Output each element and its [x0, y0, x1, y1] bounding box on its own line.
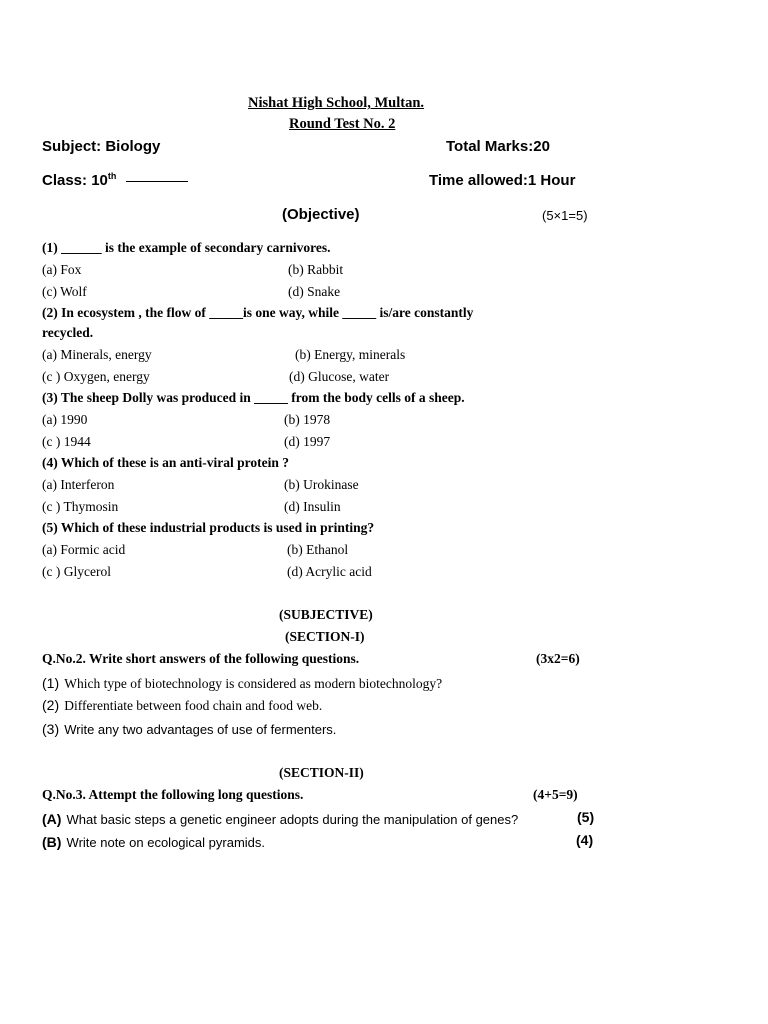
- question-2-continued: recycled.: [42, 325, 94, 340]
- section-2-marks: (4+5=9): [533, 787, 578, 802]
- short-question-3-text: Write any two advantages of use of fermenters.: [64, 722, 337, 737]
- q2-option-d: (d) Glucose, water: [289, 369, 390, 384]
- short-question-1: [42, 673, 442, 692]
- long-question-a: [42, 809, 518, 828]
- question-2: (2) In ecosystem , the flow of _____is one way, while _____ is/are constantly: [42, 305, 474, 320]
- short-question-2: [42, 695, 322, 714]
- question-3-long: Q.No.3. Attempt the following long questions.: [42, 787, 304, 802]
- class-superscript: th: [107, 171, 117, 181]
- class-prefix: Class: 10: [42, 172, 108, 189]
- question-1: (1) ______ is the example of secondary carnivores.: [42, 240, 331, 255]
- school-name: Nishat High School, Multan.: [248, 95, 425, 111]
- time-allowed: Time allowed:1 Hour: [429, 172, 576, 189]
- q3-option-b: (b) 1978: [284, 412, 331, 427]
- question-4: (4) Which of these is an anti-viral protein ?: [42, 455, 290, 470]
- q4-option-d: (d) Insulin: [284, 499, 341, 514]
- short-question-1-text: Which type of biotechnology is considered as modern biotechnology?: [64, 676, 443, 691]
- q1-option-a: (a) Fox: [42, 262, 82, 277]
- q4-option-c: (c ) Thymosin: [42, 499, 119, 514]
- short-question-3-number: (3): [42, 721, 60, 737]
- q1-option-d: (d) Snake: [288, 284, 341, 299]
- long-question-b-marks: (4): [576, 832, 594, 848]
- short-question-1-number: (1): [42, 675, 60, 691]
- q1-option-c: (c) Wolf: [42, 284, 87, 299]
- class-label: [42, 172, 188, 189]
- total-marks: Total Marks:20: [446, 138, 550, 155]
- short-question-2-number: (2): [42, 697, 60, 713]
- section-1-marks: (3x2=6): [536, 651, 580, 666]
- subjective-heading: (SUBJECTIVE): [279, 607, 373, 622]
- q4-option-b: (b) Urokinase: [284, 477, 359, 492]
- q5-option-b: (b) Ethanol: [287, 542, 349, 557]
- long-question-a-marks: (5): [577, 809, 595, 825]
- question-3: (3) The sheep Dolly was produced in _____ from the body cells of a sheep.: [42, 390, 465, 405]
- question-5: (5) Which of these industrial products is used in printing?: [42, 520, 375, 535]
- objective-heading: (Objective): [282, 206, 360, 223]
- long-question-b-text: Write note on ecological pyramids.: [66, 835, 265, 850]
- long-question-a-text: What basic steps a genetic engineer adopts during the manipulation of genes?: [66, 812, 519, 827]
- q3-option-d: (d) 1997: [284, 434, 331, 449]
- q2-option-c: (c ) Oxygen, energy: [42, 369, 150, 384]
- q4-option-a: (a) Interferon: [42, 477, 115, 492]
- q3-option-a: (a) 1990: [42, 412, 88, 427]
- short-question-2-text: Differentiate between food chain and food web.: [64, 698, 323, 713]
- q3-option-c: (c ) 1944: [42, 434, 91, 449]
- test-title: Round Test No. 2: [289, 116, 396, 132]
- q2-option-b: (b) Energy, minerals: [295, 347, 406, 362]
- long-question-a-label: (A): [42, 811, 62, 827]
- q2-option-a: (a) Minerals, energy: [42, 347, 152, 362]
- section-1-heading: (SECTION-I): [285, 629, 365, 644]
- long-question-b-label: (B): [42, 834, 62, 850]
- q5-option-d: (d) Acrylic acid: [287, 564, 372, 579]
- objective-marks: (5×1=5): [542, 208, 588, 223]
- subject-label: Subject: Biology: [42, 138, 161, 155]
- q1-option-b: (b) Rabbit: [288, 262, 344, 277]
- section-2-heading: (SECTION-II): [279, 765, 364, 780]
- short-question-3: [42, 719, 336, 738]
- q5-option-c: (c ) Glycerol: [42, 564, 111, 579]
- class-blank-line: [126, 181, 188, 182]
- question-2-long: Q.No.2. Write short answers of the following questions.: [42, 651, 360, 666]
- q5-option-a: (a) Formic acid: [42, 542, 126, 557]
- long-question-b: [42, 832, 265, 851]
